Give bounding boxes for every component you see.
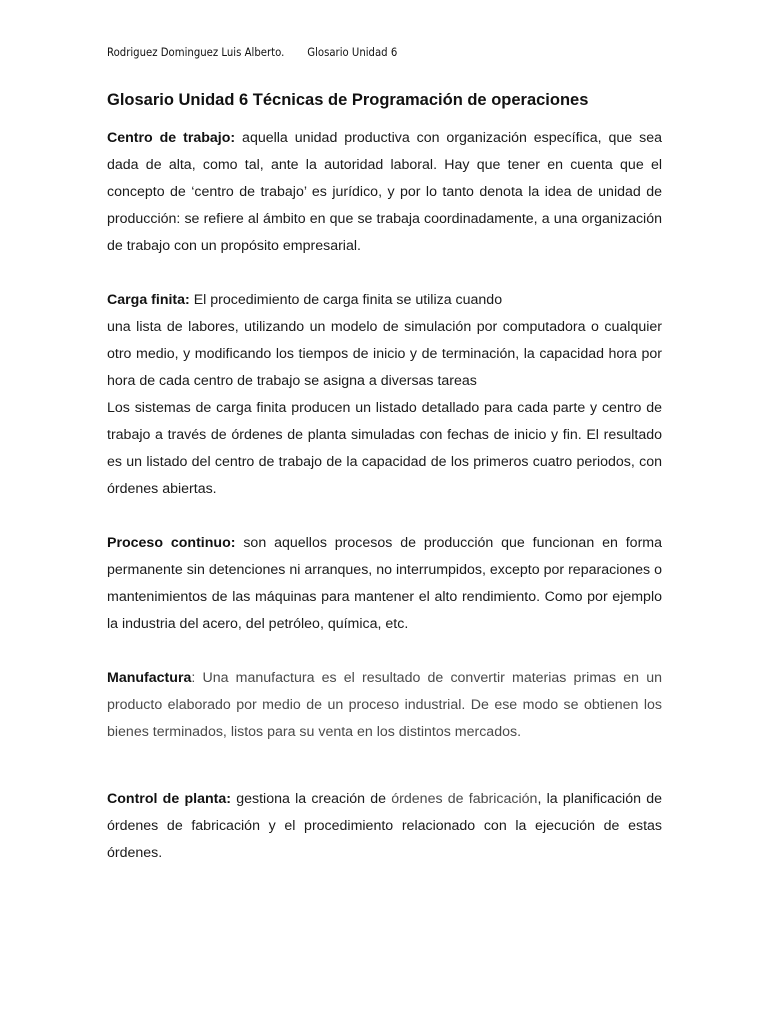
entry-centro-de-trabajo — [107, 125, 662, 260]
entry-carga-finita — [107, 287, 662, 503]
entry-control-de-planta — [107, 786, 662, 867]
entry-definition-part2: , la planificación de órdenes de fabricación y el procedimiento relacionado con la ejecución de estas órdenes. — [107, 791, 663, 861]
document-title: Glosario Unidad 6 Técnicas de Programación de operaciones — [107, 91, 589, 109]
entry-term: Centro de trabajo: — [107, 130, 236, 146]
entry-carga-finita-line1 — [107, 287, 662, 314]
entry-definition: : Una manufactura es el resultado de convertir materias primas en un producto elaborado por medio de un proceso industrial. De ese modo se obtienen los bienes terminados, listos para su venta en los distintos mercados. — [107, 670, 662, 740]
entry-definition-line1: El procedimiento de carga finita se utiliza cuando — [189, 292, 503, 308]
entry-definition-part1: gestiona la creación de — [230, 791, 392, 807]
entry-term: Proceso continuo: — [107, 535, 236, 551]
entry-term: Control de planta: — [107, 791, 231, 807]
entry-proceso-continuo — [107, 530, 662, 638]
glossary-body — [107, 125, 662, 867]
entry-term: Manufactura — [107, 670, 192, 686]
entry-definition: son aquellos procesos de producción que funcionan en forma permanente sin detenciones ni arranques, no interrumpidos, excepto por reparaciones o mantenimientos de las máquinas para mantener el alto rendimiento. Como por ejemplo la industria del acero, del petróleo, química, etc. — [107, 535, 662, 632]
entry-definition-paragraph2: Los sistemas de carga finita producen un listado detallado para cada parte y centro de trabajo a través de órdenes de planta simuladas con fechas de inicio y fin. El resultado es un listado del centro de trabajo de la capacidad de los primeros cuatro periodos, con órdenes abiertas. — [107, 400, 662, 497]
entry-manufactura — [107, 665, 662, 746]
header-subject: Glosario Unidad 6 — [307, 45, 398, 59]
entry-definition: aquella unidad productiva con organización específica, que sea dada de alta, como tal, ante la autoridad laboral. Hay que tener en cuenta que el concepto de ‘centro de trabajo’ es jurídico, y por lo tanto denota la idea de unidad de producción: se refiere al ámbito en que se trabaja coordinadamente, a una organización de trabajo con un propósito empresarial. — [107, 130, 662, 254]
entry-link-ordenes: órdenes de fabricación — [391, 791, 538, 807]
header-author: Rodriguez Dominguez Luis Alberto. — [107, 45, 285, 59]
entry-definition-continued: una lista de labores, utilizando un modelo de simulación por computadora o cualquier otro medio, y modificando los tiempos de inicio y de terminación, la capacidad hora por hora de cada centro de trabajo se asigna a diversas tareas — [107, 319, 662, 389]
running-header — [107, 45, 397, 59]
entry-term: Carga finita: — [107, 292, 190, 308]
